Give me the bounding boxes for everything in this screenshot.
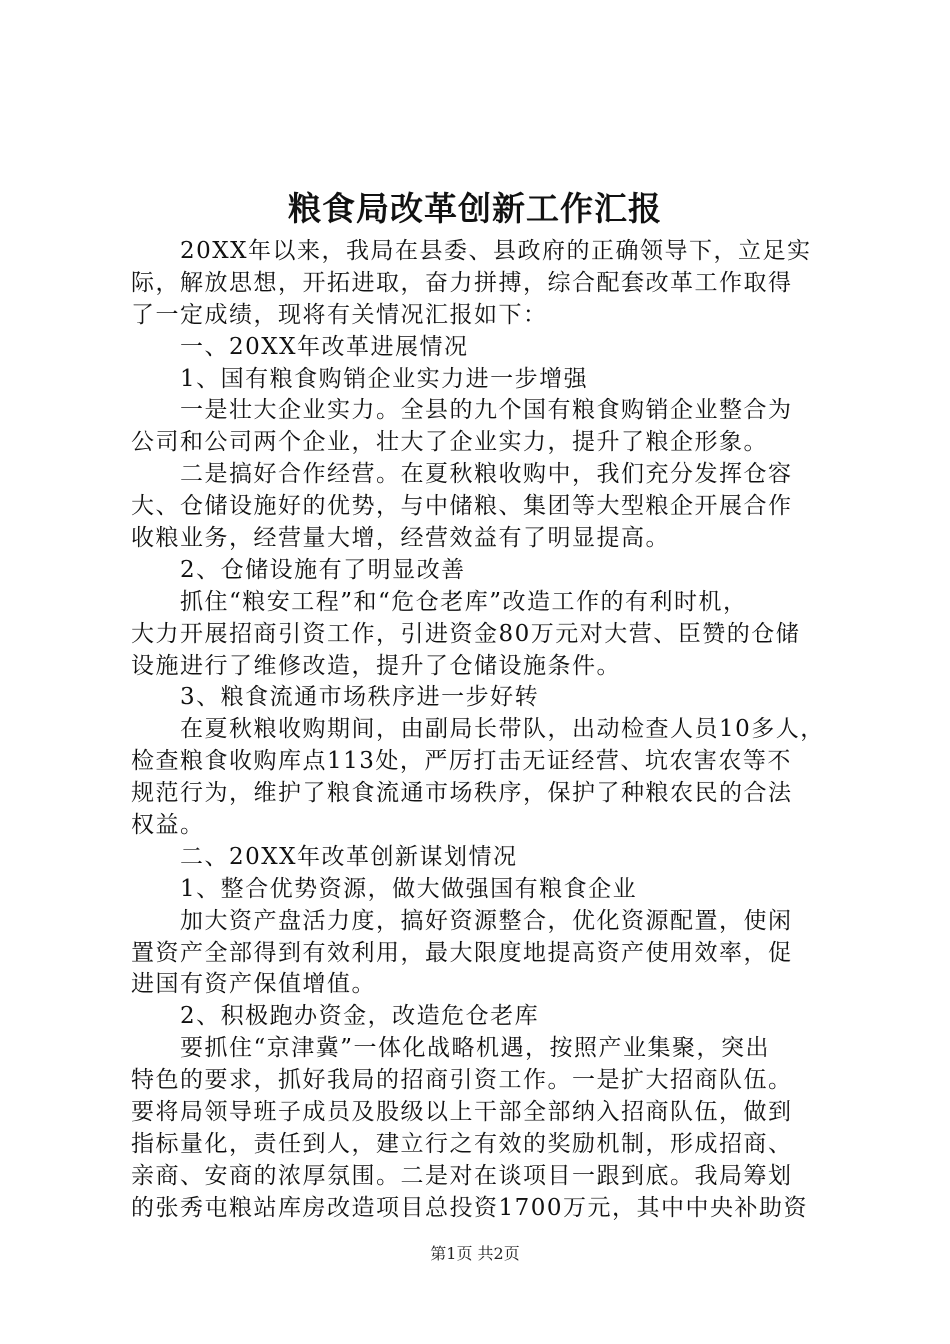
body-line: 大、仓储设施好的优势，与中储粮、集团等大型粮企开展合作 [131,493,793,520]
body-line: 20XX年以来，我局在县委、县政府的正确领导下，立足实 [180,238,812,264]
document-body [131,236,831,1225]
body-line: 进国有资产保值增值。 [131,971,376,998]
body-line: 二是搞好合作经营。在夏秋粮收购中，我们充分发挥仓容 [180,461,793,488]
body-line: 加大资产盘活力度，搞好资源整合，优化资源配置，使闲 [180,907,793,934]
body-line: 规范行为，维护了粮食流通市场秩序，保护了种粮农民的合法 [131,780,793,807]
body-line: 置资产全部得到有效利用，最大限度地提高资产使用效率，促 [131,939,793,966]
body-line: 了一定成绩，现将有关情况汇报如下： [131,301,548,328]
page-footer: 第1页 共2页 [430,1244,520,1263]
body-line: 要抓住“京津冀”一体化战略机遇，按照产业集聚，突出 [180,1035,771,1062]
body-line: 大力开展招商引资工作，引进资金80万元对大营、臣赞的仓储 [131,620,801,647]
body-line: 二、20XX年改革创新谋划情况 [180,843,518,870]
body-line: 2、积极跑办资金，改造危仓老库 [180,1003,540,1030]
document-title: 粮食局改革创新工作汇报 [288,189,662,228]
body-line: 亲商、安商的浓厚氛围。二是对在谈项目一跟到底。我局筹划 [131,1162,793,1189]
body-line: 公司和公司两个企业，壮大了企业实力，提升了粮企形象。 [131,429,768,456]
body-line: 2、仓储设施有了明显改善 [180,556,466,583]
body-line: 一是壮大企业实力。全县的九个国有粮食购销企业整合为 [180,397,793,424]
body-line: 设施进行了维修改造，提升了仓储设施条件。 [131,652,621,679]
body-line: 特色的要求，抓好我局的招商引资工作。一是扩大招商队伍。 [131,1067,793,1094]
body-line: 要将局领导班子成员及股级以上干部全部纳入招商队伍，做到 [131,1099,793,1126]
body-line: 抓住“粮安工程”和“危仓老库”改造工作的有利时机， [180,588,748,615]
body-line: 的张秀屯粮站库房改造项目总投资1700万元，其中中央补助资 [131,1194,809,1221]
body-line: 指标量化，责任到人，建立行之有效的奖励机制，形成招商、 [131,1130,793,1157]
body-line: 一、20XX年改革进展情况 [180,333,469,360]
body-line: 在夏秋粮收购期间，由副局长带队，出动检查人员10多人， [180,716,825,743]
body-line: 1、国有粮食购销企业实力进一步增强 [180,365,589,392]
body-line: 3、粮食流通市场秩序进一步好转 [180,684,540,711]
body-line: 收粮业务，经营量大增，经营效益有了明显提高。 [131,525,670,552]
body-line: 际，解放思想，开拓进取，奋力拼搏，综合配套改革工作取得 [131,269,793,296]
body-line: 1、整合优势资源，做大做强国有粮食企业 [180,875,638,902]
body-line: 权益。 [131,812,205,839]
body-line: 检查粮食收购库点113处，严厉打击无证经营、坑农害农等不 [131,748,792,775]
